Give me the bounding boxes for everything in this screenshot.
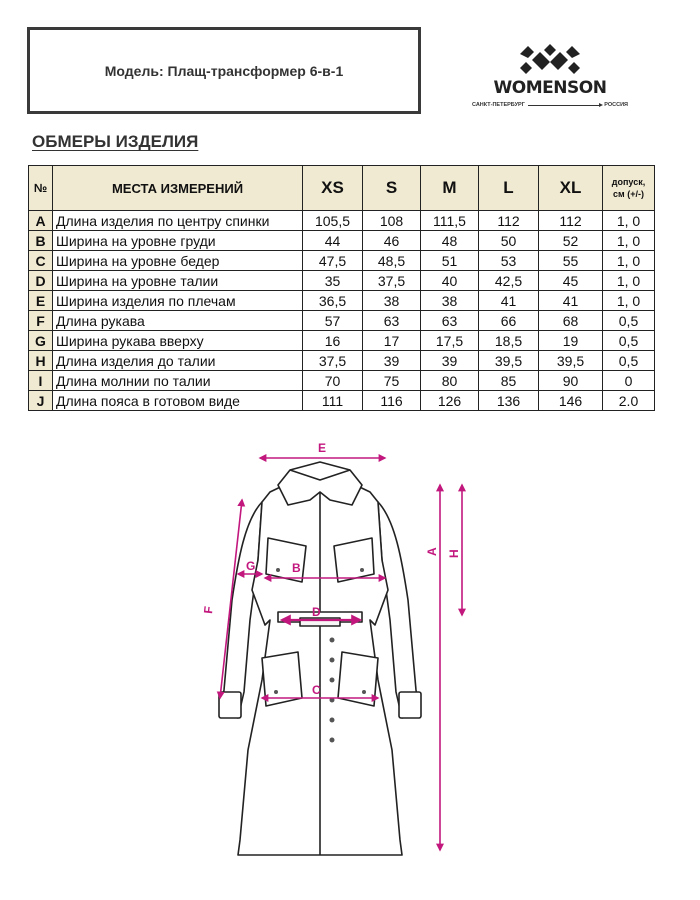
cell-size-xs: 111 — [303, 391, 363, 411]
header-tolerance: допуск, см (+/-) — [603, 166, 655, 211]
cell-size-xs: 37,5 — [303, 351, 363, 371]
table-row — [29, 231, 655, 251]
cell-code: D — [29, 271, 53, 291]
cell-size-xs: 57 — [303, 311, 363, 331]
logo-subline — [472, 102, 628, 108]
model-title: Модель: Плащ-трансформер 6-в-1 — [104, 62, 344, 79]
header-size-xl: XL — [539, 166, 603, 211]
cell-tolerance: 0,5 — [603, 311, 655, 331]
cell-tolerance: 1, 0 — [603, 271, 655, 291]
cell-size-xl: 55 — [539, 251, 603, 271]
cell-size-s: 108 — [363, 211, 421, 231]
cell-name: Ширина рукава вверху — [53, 331, 303, 351]
cell-size-xs: 105,5 — [303, 211, 363, 231]
cell-name: Длина пояса в готовом виде — [53, 391, 303, 411]
label-a: A — [425, 547, 439, 556]
cell-size-xl: 39,5 — [539, 351, 603, 371]
cell-size-l: 66 — [479, 311, 539, 331]
cell-size-s: 17 — [363, 331, 421, 351]
cell-size-l: 50 — [479, 231, 539, 251]
cell-tolerance: 2.0 — [603, 391, 655, 411]
cell-size-l: 85 — [479, 371, 539, 391]
cell-size-s: 37,5 — [363, 271, 421, 291]
coat-diagram — [0, 430, 700, 900]
header-size-xs: XS — [303, 166, 363, 211]
table-row — [29, 371, 655, 391]
cell-size-xl: 112 — [539, 211, 603, 231]
cell-size-s: 38 — [363, 291, 421, 311]
model-title-box — [27, 27, 421, 114]
logo-country: РОССИЯ — [604, 102, 628, 108]
cell-size-xl: 19 — [539, 331, 603, 351]
cell-size-l: 136 — [479, 391, 539, 411]
cell-size-l: 41 — [479, 291, 539, 311]
cell-size-xs: 36,5 — [303, 291, 363, 311]
table-row — [29, 331, 655, 351]
cell-tolerance: 1, 0 — [603, 291, 655, 311]
cell-tolerance: 0,5 — [603, 351, 655, 371]
cell-size-xl: 90 — [539, 371, 603, 391]
cell-size-m: 40 — [421, 271, 479, 291]
table-row — [29, 351, 655, 371]
label-f: F — [201, 605, 216, 615]
cell-code: A — [29, 211, 53, 231]
cell-size-xl: 45 — [539, 271, 603, 291]
header-size-m: M — [421, 166, 479, 211]
cell-size-m: 51 — [421, 251, 479, 271]
table-row — [29, 291, 655, 311]
table-body — [29, 211, 655, 411]
label-g: G — [246, 559, 256, 573]
cell-tolerance: 1, 0 — [603, 231, 655, 251]
cell-size-s: 63 — [363, 311, 421, 331]
coat-outline — [219, 462, 421, 855]
table-header-row — [29, 166, 655, 211]
cell-size-s: 39 — [363, 351, 421, 371]
cell-size-xs: 16 — [303, 331, 363, 351]
cell-name: Длина изделия по центру спинки — [53, 211, 303, 231]
cell-size-xl: 146 — [539, 391, 603, 411]
cell-size-s: 75 — [363, 371, 421, 391]
cell-size-xs: 44 — [303, 231, 363, 251]
header-places: МЕСТА ИЗМЕРЕНИЙ — [53, 166, 303, 211]
cell-size-s: 116 — [363, 391, 421, 411]
table-row — [29, 311, 655, 331]
table-row — [29, 271, 655, 291]
cell-size-m: 48 — [421, 231, 479, 251]
cell-code: B — [29, 231, 53, 251]
cell-name: Длина рукава — [53, 311, 303, 331]
cell-size-xs: 70 — [303, 371, 363, 391]
section-title: ОБМЕРЫ ИЗДЕЛИЯ — [32, 132, 199, 151]
cell-name: Длина молнии по талии — [53, 371, 303, 391]
table-row — [29, 211, 655, 231]
cell-size-l: 53 — [479, 251, 539, 271]
cell-size-l: 18,5 — [479, 331, 539, 351]
cell-size-s: 48,5 — [363, 251, 421, 271]
cell-code: H — [29, 351, 53, 371]
logo-wordmark: WOMENSON — [493, 78, 607, 98]
cell-code: F — [29, 311, 53, 331]
measurements-table — [28, 165, 655, 411]
cell-size-m: 17,5 — [421, 331, 479, 351]
cell-size-xs: 47,5 — [303, 251, 363, 271]
cell-size-s: 46 — [363, 231, 421, 251]
cell-size-m: 63 — [421, 311, 479, 331]
cell-tolerance: 0,5 — [603, 331, 655, 351]
label-b: B — [292, 561, 301, 575]
header-size-s: S — [363, 166, 421, 211]
cell-size-m: 39 — [421, 351, 479, 371]
cell-code: G — [29, 331, 53, 351]
cell-size-m: 80 — [421, 371, 479, 391]
cell-size-xl: 52 — [539, 231, 603, 251]
table-row — [29, 391, 655, 411]
label-d: D — [312, 605, 321, 619]
cell-size-l: 112 — [479, 211, 539, 231]
label-c: C — [312, 683, 321, 697]
cell-size-l: 39,5 — [479, 351, 539, 371]
cell-size-xl: 41 — [539, 291, 603, 311]
cell-size-xs: 35 — [303, 271, 363, 291]
cell-name: Длина изделия до талии — [53, 351, 303, 371]
cell-tolerance: 1, 0 — [603, 251, 655, 271]
label-h: H — [447, 549, 461, 558]
cell-size-l: 42,5 — [479, 271, 539, 291]
logo-mark-icon — [470, 40, 630, 80]
logo-city: САНКТ-ПЕТЕРБУРГ — [472, 102, 525, 108]
cell-code: C — [29, 251, 53, 271]
cell-size-xl: 68 — [539, 311, 603, 331]
cell-code: J — [29, 391, 53, 411]
cell-size-m: 126 — [421, 391, 479, 411]
cell-name: Ширина на уровне бедер — [53, 251, 303, 271]
table-row — [29, 251, 655, 271]
cell-size-m: 111,5 — [421, 211, 479, 231]
cell-code: I — [29, 371, 53, 391]
brand-logo — [470, 40, 630, 120]
label-e: E — [318, 441, 327, 455]
logo-arrow-line — [528, 105, 601, 106]
cell-name: Ширина на уровне груди — [53, 231, 303, 251]
header-number: № — [29, 166, 53, 211]
cell-name: Ширина на уровне талии — [53, 271, 303, 291]
cell-tolerance: 1, 0 — [603, 211, 655, 231]
header-size-l: L — [479, 166, 539, 211]
cell-size-m: 38 — [421, 291, 479, 311]
cell-code: E — [29, 291, 53, 311]
cell-name: Ширина изделия по плечам — [53, 291, 303, 311]
cell-tolerance: 0 — [603, 371, 655, 391]
